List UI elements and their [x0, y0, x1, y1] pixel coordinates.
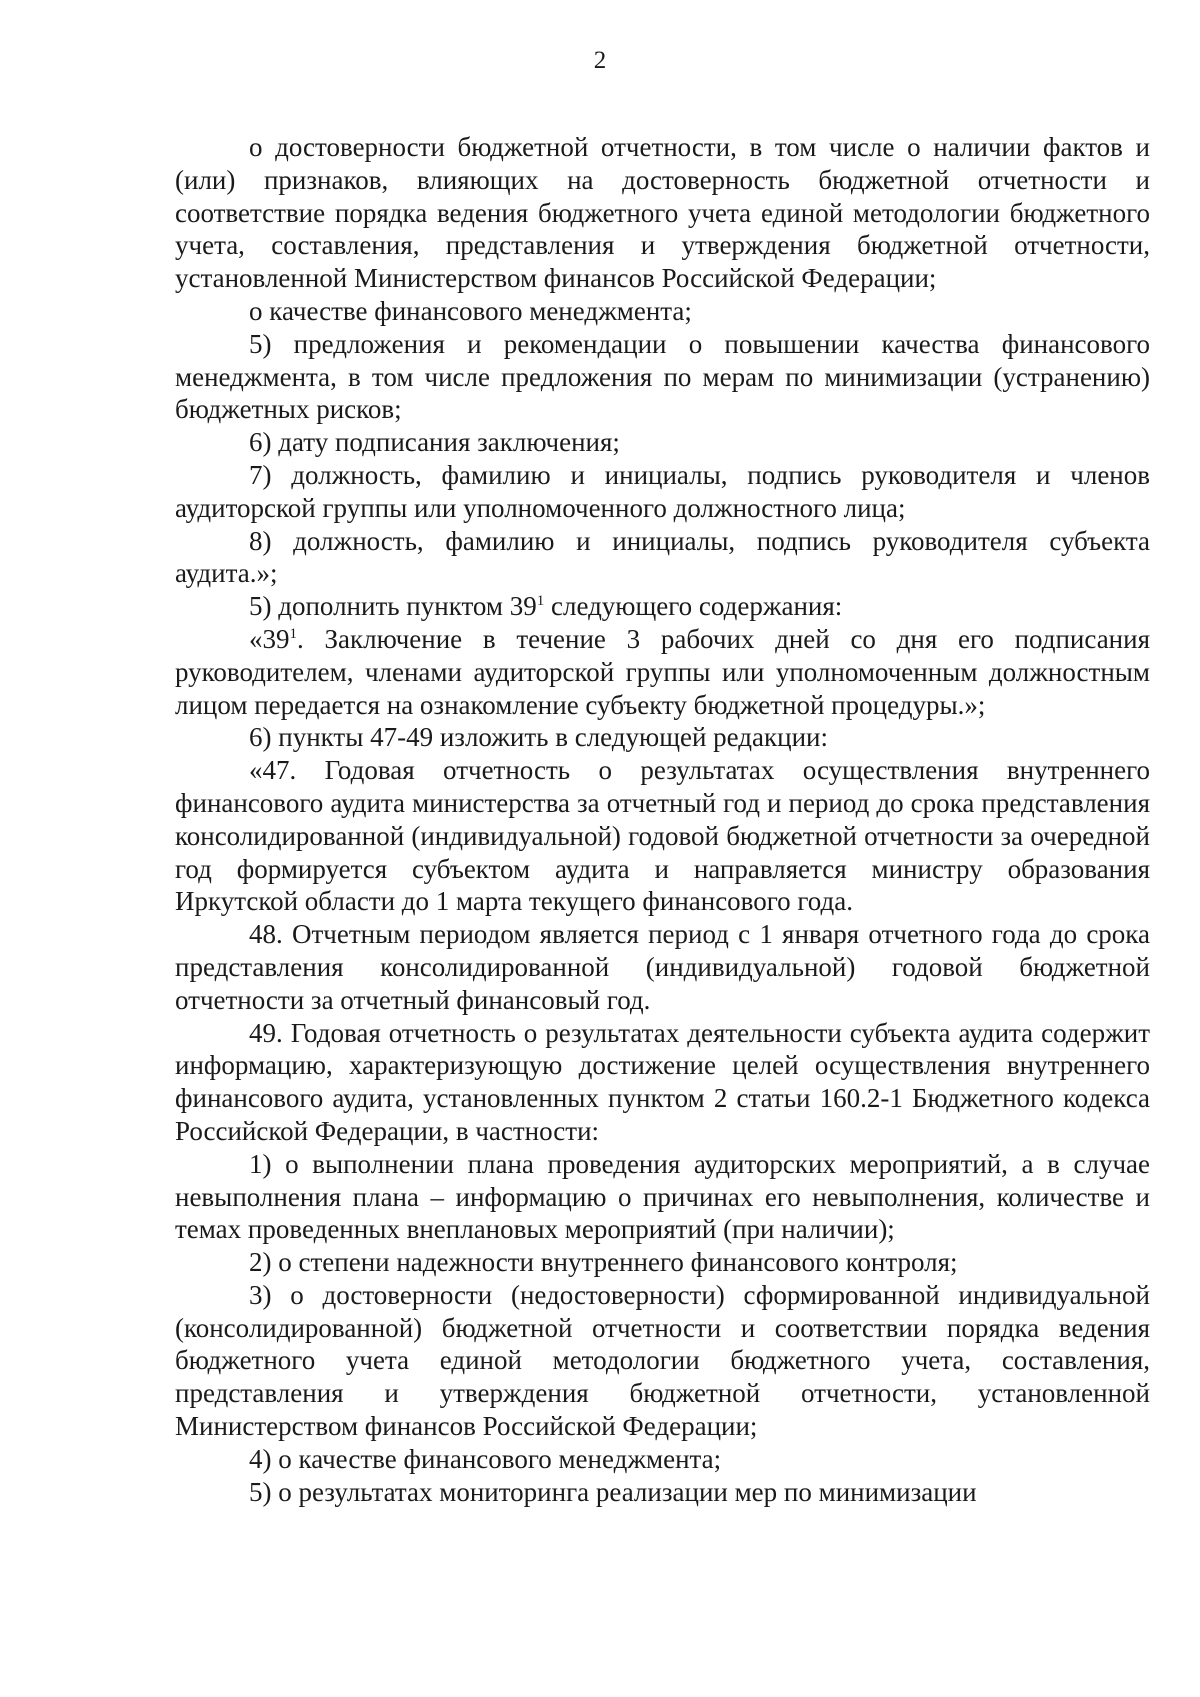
paragraph-49-item-4: 4) о качестве финансового менеджмента; [249, 1443, 722, 1474]
paragraph-reliability: о достоверности бюджетной отчетности, в том числе о наличии фактов и (или) признаков, влияющих на достоверность бюджетной отчетности и соответствие порядка ведения бюджетного учета единой методологии бюджетного учета, составления, представления и утверждения бюджетной отчетности, установленной Министерством финансов Российской Федерации; [175, 132, 1150, 294]
text-after: . Заключение в течение 3 рабочих дней со дня его подписания руководителем, членами аудиторской группы или уполномоченным должностным лицом передается на ознакомление субъекту бюджетной процедуры.»; [175, 623, 1150, 720]
paragraph-point-47: «47. Годовая отчетность о результатах осуществления внутреннего финансового аудита министерства за отчетный год и период до срока представления консолидированной (индивидуальной) годовой бюджетной отчетности за очередной год формируется субъектом аудита и направляется министру образования Иркутской области до 1 марта текущего финансового года. [175, 755, 1150, 917]
text-before: 5) дополнить пунктом 39 [249, 591, 537, 622]
paragraph-management-quality: о качестве финансового менеджмента; [249, 295, 692, 326]
paragraph-point-48: 48. Отчетным периодом является период с 1 января отчетного года до срока представления консолидированной (индивидуальной) годовой бюджетной отчетности за отчетный финансовый год. [175, 919, 1150, 1015]
paragraph-49-item-2: 2) о степени надежности внутреннего финансового контроля; [249, 1247, 958, 1278]
paragraph-point-49: 49. Годовая отчетность о результатах деятельности субъекта аудита содержит информацию, характеризующую достижение целей осуществления внутреннего финансового аудита, установленных пунктом 2 статьи 160.2-1 Бюджетного кодекса Российской Федерации, в частности: [175, 1017, 1150, 1146]
paragraph-49-item-5: 5) о результатах мониторинга реализации мер по минимизации [249, 1476, 977, 1507]
paragraph-add-point-39-1 [175, 590, 1150, 623]
paragraph-item-6-date: 6) дату подписания заключения; [249, 427, 620, 458]
text-before: «39 [249, 623, 290, 654]
superscript: 1 [289, 625, 297, 642]
superscript: 1 [536, 593, 545, 610]
document-body [175, 131, 1150, 1508]
paragraph-49-item-3: 3) о достоверности (недостоверности) сформированной индивидуальной (консолидированной) бюджетной отчетности и соответствии порядка ведения бюджетного учета единой методологии бюджетного учета, составления, представления и утверждения бюджетной отчетности, установленной Министерством финансов Российской Федерации; [175, 1279, 1150, 1442]
page-number: 2 [593, 47, 607, 74]
paragraph-49-item-1: 1) о выполнении плана проведения аудиторских мероприятий, а в случае невыполнения плана – информацию о причинах его невыполнения, количестве и темах проведенных внеплановых мероприятий (при наличии); [175, 1148, 1150, 1245]
paragraph-points-47-49-intro: 6) пункты 47-49 изложить в следующей редакции: [249, 722, 828, 753]
paragraph-item-7-signatures: 7) должность, фамилию и инициалы, подпись руководителя и членов аудиторской группы или уполномоченного должностного лица; [175, 459, 1150, 523]
paragraph-point-39-1 [175, 623, 1150, 721]
text-after: следующего содержания: [544, 591, 843, 622]
paragraph-item-8-head-signature: 8) должность, фамилию и инициалы, подпись руководителя субъекта аудита.»; [175, 525, 1150, 589]
paragraph-item-5-proposals: 5) предложения и рекомендации о повышении качества финансового менеджмента, в том числе предложения по мерам по минимизации (устранению) бюджетных рисков; [175, 328, 1150, 425]
